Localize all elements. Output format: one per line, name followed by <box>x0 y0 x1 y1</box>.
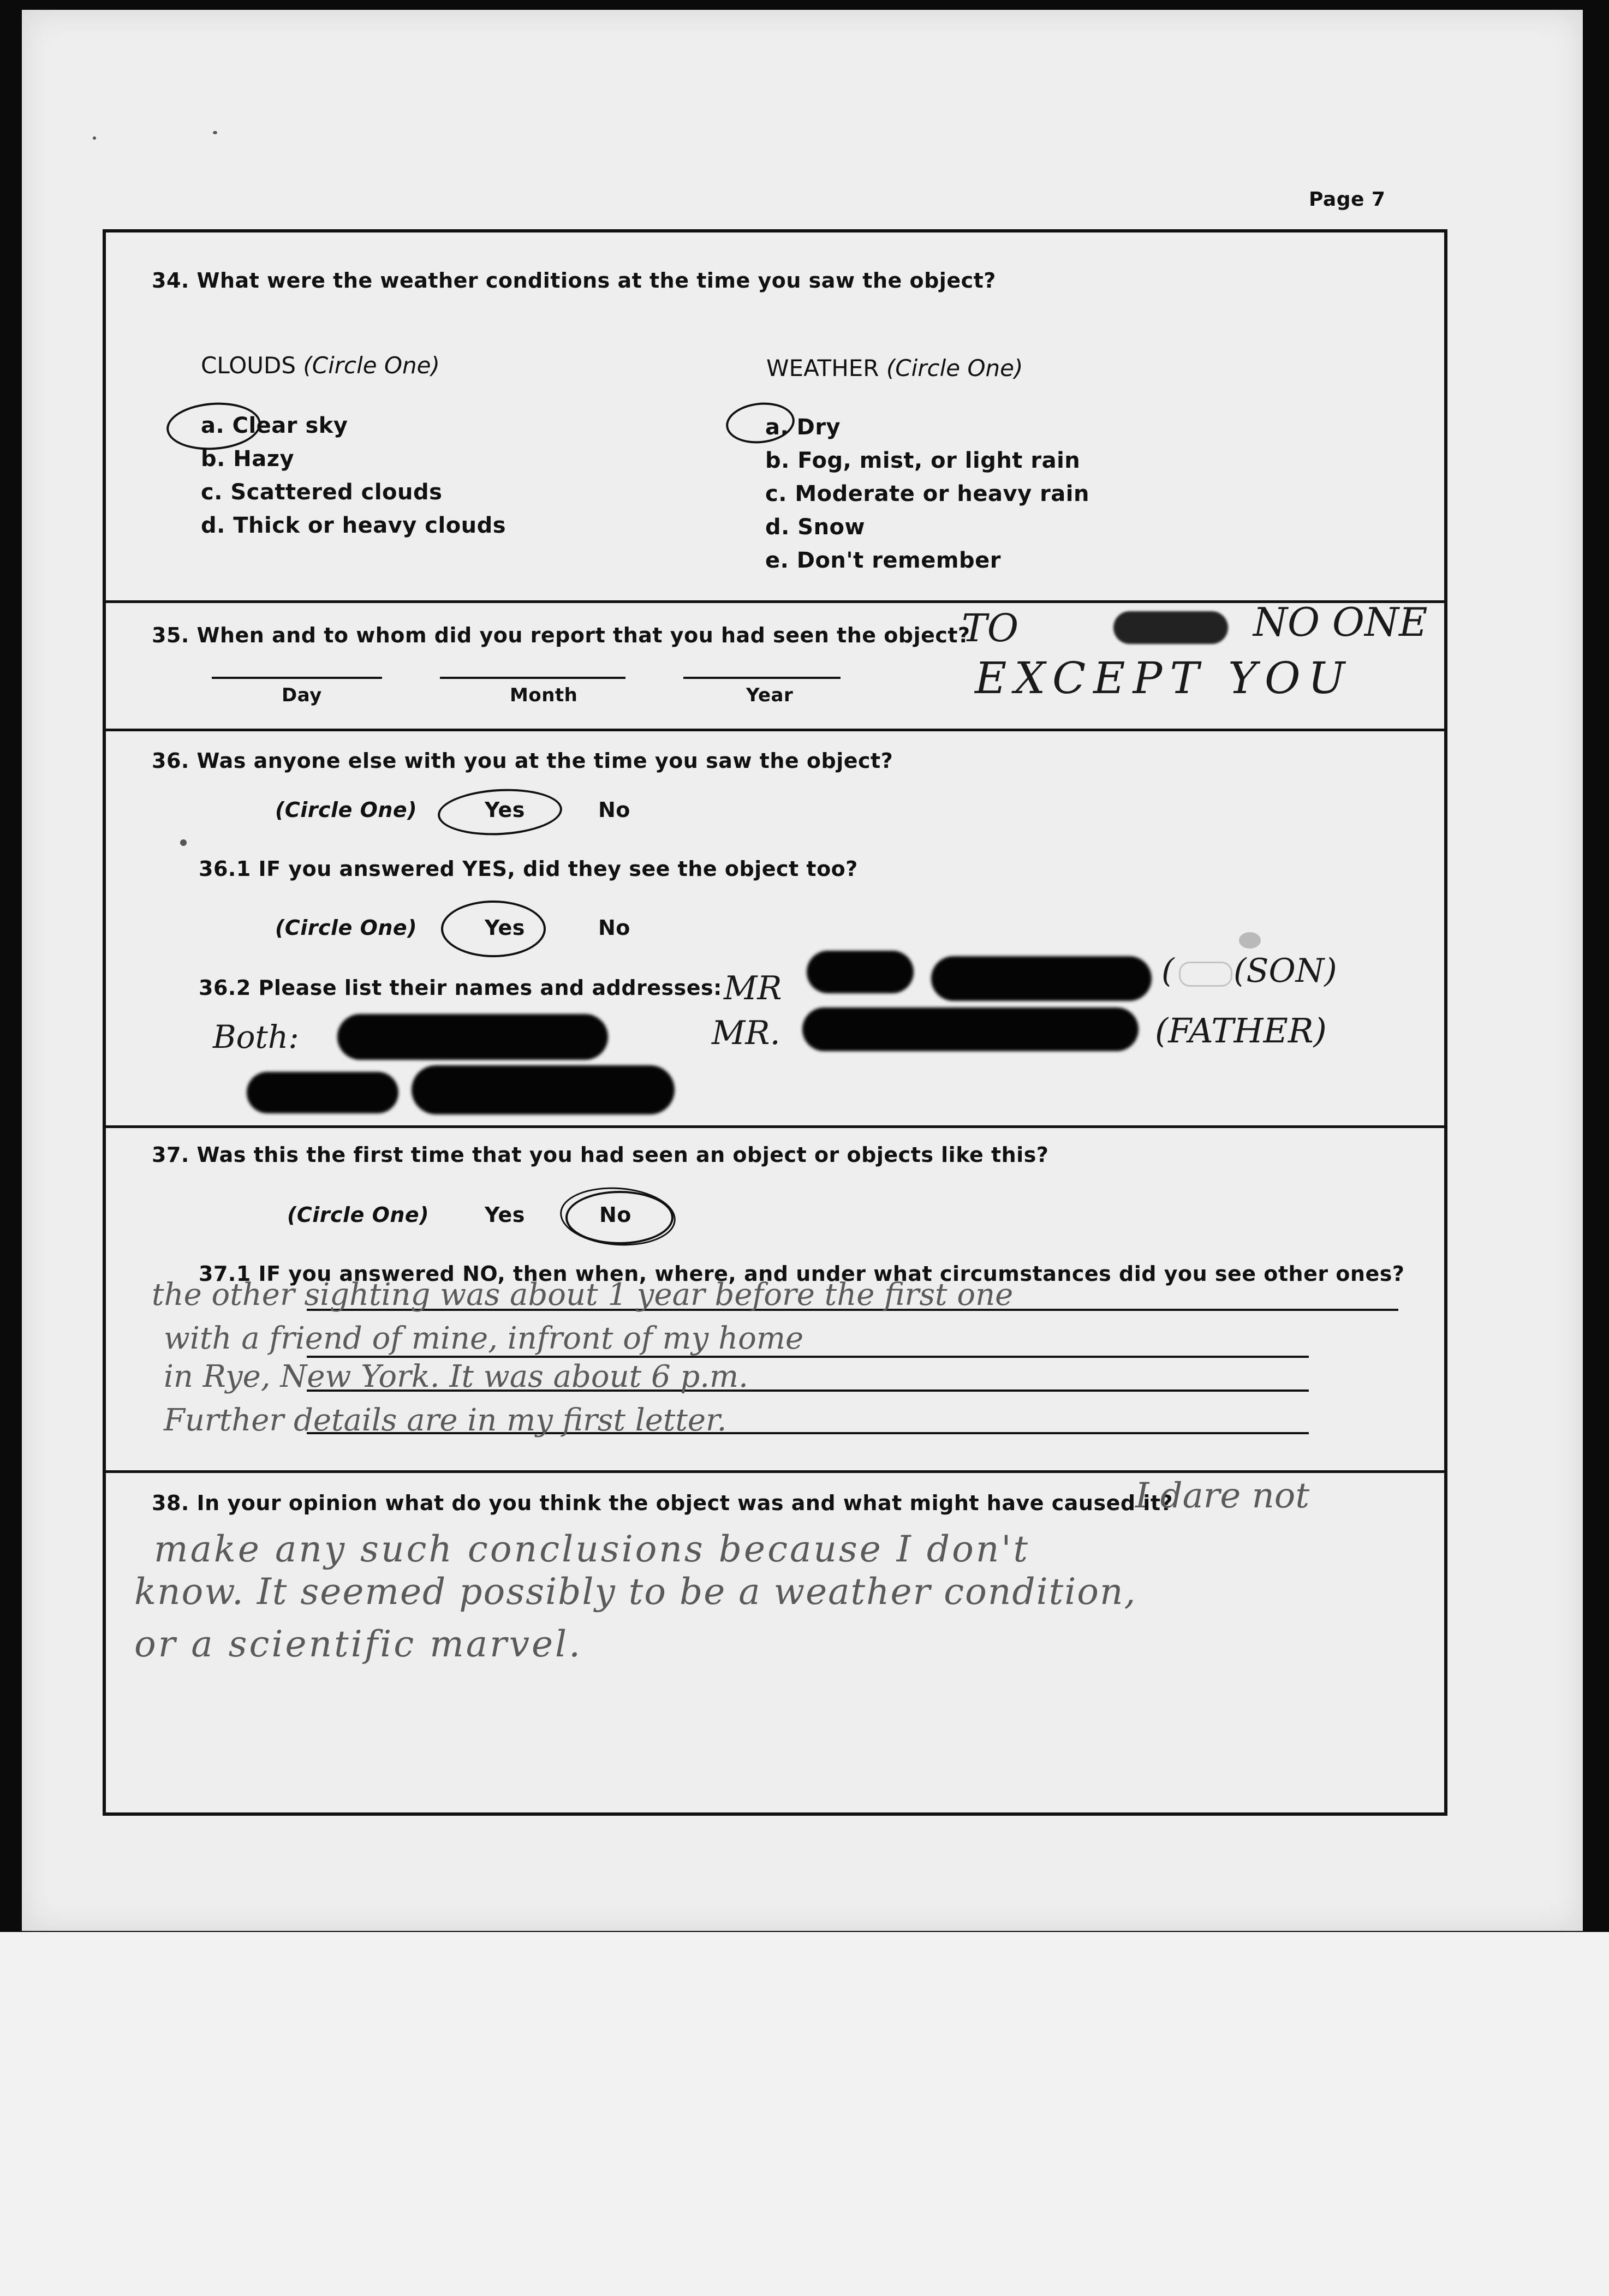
q35-question: 35. When and to whom did you report that you had seen the object? <box>152 623 970 647</box>
q37-1-handwriting-line: in Rye, New York. It was about 6 p.m. <box>164 1359 748 1394</box>
q37-1-question: 37.1 IF you answered NO, then when, where, and under what circumstances did you see other ones? <box>199 1262 1405 1286</box>
redaction <box>807 951 914 993</box>
q37-1-handwriting-line: Further details are in my first letter. <box>164 1403 727 1438</box>
q36-2-hand-son: (SON) <box>1233 952 1337 990</box>
scan-smudge <box>1239 932 1261 949</box>
q37-circle-note: (Circle One) <box>287 1203 430 1227</box>
weather-option[interactable]: a. Dry <box>765 415 841 440</box>
weather-option[interactable]: d. Snow <box>765 515 865 540</box>
q36-question: 36. Was anyone else with you at the time you saw the object? <box>152 749 893 773</box>
q35-handwriting-except-you: EXCEPT YOU <box>975 653 1352 703</box>
clouds-heading: CLOUDS <box>201 352 296 379</box>
redaction <box>931 956 1152 1001</box>
redaction <box>1113 611 1228 644</box>
q38-handwriting-inline: I dare not <box>1135 1476 1310 1516</box>
year-line <box>683 677 841 679</box>
day-label: Day <box>282 684 322 706</box>
redaction <box>247 1072 398 1113</box>
q36-2-hand-mr-2: MR. <box>712 1014 780 1052</box>
q37-question: 37. Was this the first time that you had seen an object or objects like this? <box>152 1143 1049 1167</box>
redaction <box>802 1007 1139 1051</box>
q36-circle-note: (Circle One) <box>275 798 418 822</box>
q38-handwriting-line: or a scientific marvel. <box>134 1623 583 1665</box>
weather-option[interactable]: b. Fog, mist, or light rain <box>765 448 1081 473</box>
q36-no-option[interactable]: No <box>598 798 630 822</box>
clouds-option[interactable]: d. Thick or heavy clouds <box>201 513 506 538</box>
clouds-option[interactable]: a. Clear sky <box>201 413 348 438</box>
q36-2-hand-mr-1: MR <box>724 969 782 1007</box>
divider-34-35 <box>103 600 1447 603</box>
divider-37-38 <box>103 1470 1447 1473</box>
q36-2-hand-open-paren: ( <box>1161 952 1175 990</box>
divider-35-36 <box>103 729 1447 731</box>
page-number: Page 7 <box>1309 188 1386 211</box>
divider-36-37 <box>103 1125 1447 1128</box>
weather-circle-note: (Circle One) <box>886 355 1023 381</box>
q36-1-selection-circle <box>441 900 546 957</box>
clouds-option[interactable]: c. Scattered clouds <box>201 480 443 505</box>
q36-1-no-option[interactable]: No <box>598 916 630 940</box>
q36-2-hand-both: Both: <box>213 1018 299 1055</box>
clouds-heading-group <box>201 352 440 379</box>
scan-speck <box>213 131 217 134</box>
redaction <box>337 1014 608 1060</box>
q38-question: 38. In your opinion what do you think the object was and what might have caused it? <box>152 1491 1173 1515</box>
q37-1-handwriting-line: with a friend of mine, infront of my home <box>164 1321 804 1356</box>
q34-question: 34. What were the weather conditions at the time you saw the object? <box>152 269 996 293</box>
obscured-word <box>1179 962 1232 987</box>
weather-option[interactable]: e. Don't remember <box>765 548 1002 573</box>
redaction <box>412 1065 675 1114</box>
weather-heading: WEATHER <box>766 355 879 381</box>
q37-yes-option[interactable]: Yes <box>485 1203 525 1227</box>
scan-speck <box>93 136 96 140</box>
q36-1-circle-note: (Circle One) <box>275 916 418 940</box>
month-line <box>440 677 625 679</box>
lower-page-margin <box>0 1932 1609 2296</box>
q35-handwriting-no-one: NO ONE <box>1253 599 1428 645</box>
year-label: Year <box>746 684 794 706</box>
q36-1-question: 36.1 IF you answered YES, did they see the object too? <box>199 857 858 881</box>
month-label: Month <box>510 684 578 706</box>
q37-no-option[interactable]: No <box>599 1203 631 1227</box>
weather-heading-group <box>766 355 1023 381</box>
q38-handwriting-line: know. It seemed possibly to be a weather condition, <box>134 1571 1137 1613</box>
day-line <box>212 677 382 679</box>
clouds-option[interactable]: b. Hazy <box>201 446 295 472</box>
stray-mark <box>180 839 187 846</box>
q36-1-yes-option[interactable]: Yes <box>485 916 525 940</box>
q37-1-handwriting-line: the other sighting was about 1 year before the first one <box>152 1277 1014 1313</box>
weather-option[interactable]: c. Moderate or heavy rain <box>765 481 1089 506</box>
clouds-circle-note: (Circle One) <box>303 352 440 379</box>
q35-handwriting-to: TO <box>962 606 1019 651</box>
q38-handwriting-line: make any such conclusions because I don't <box>154 1528 1030 1570</box>
q36-yes-option[interactable]: Yes <box>485 798 525 822</box>
q36-2-question: 36.2 Please list their names and addresses: <box>199 976 722 1000</box>
q36-2-hand-father: (FATHER) <box>1155 1011 1327 1051</box>
